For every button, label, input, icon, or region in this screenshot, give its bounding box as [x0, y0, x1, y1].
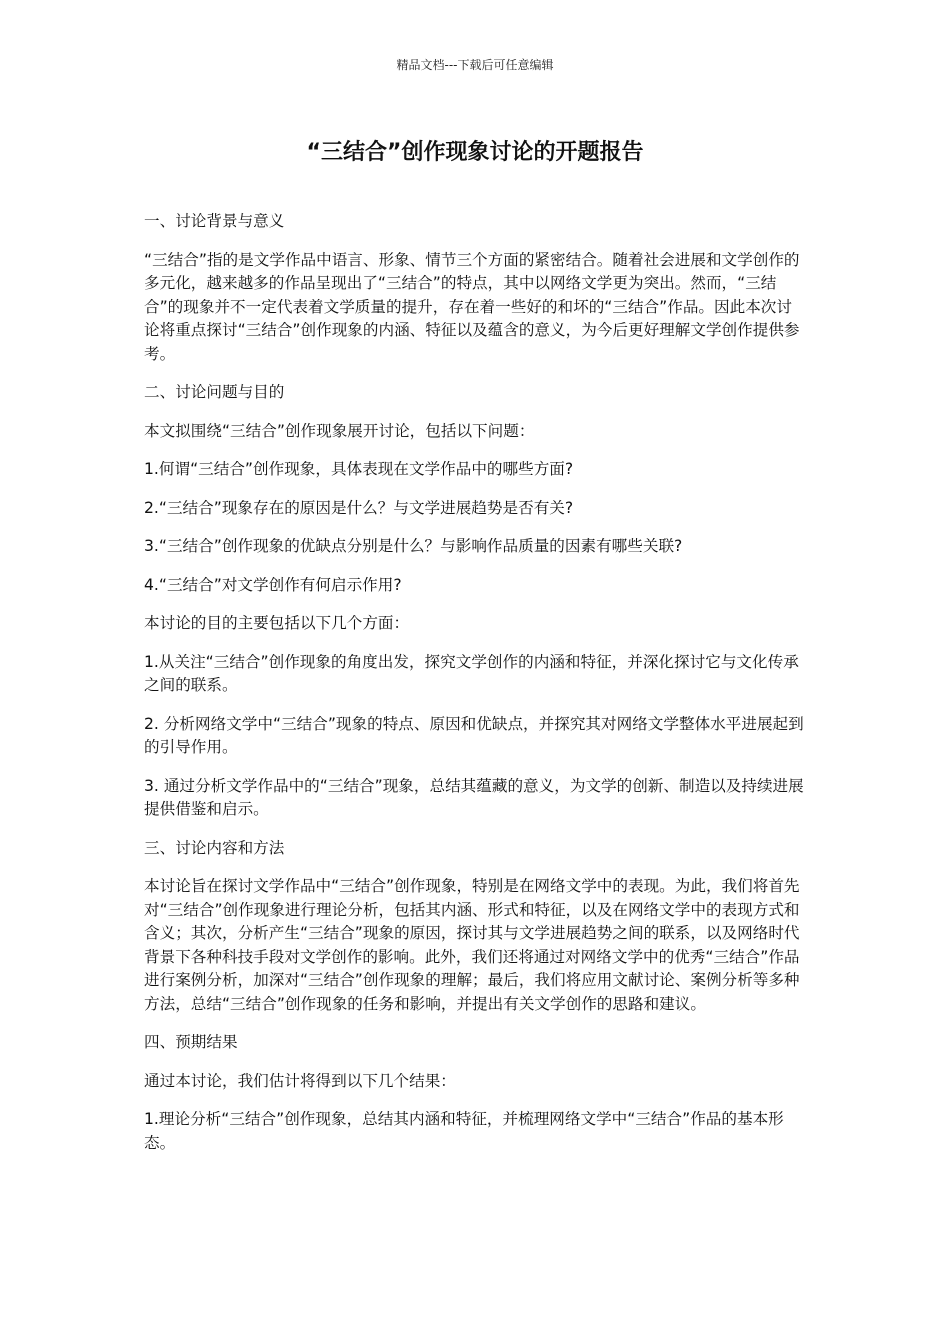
- section-heading-methods: 三、讨论内容和方法: [144, 838, 285, 857]
- document-body: [144, 210, 806, 1170]
- section-heading-results: 四、预期结果: [144, 1033, 238, 1051]
- paragraph-results-intro: 通过本讨论，我们估计将得到以下几个结果：: [144, 1071, 456, 1090]
- goal-item-2: 2. 分析网络文学中“三结合”现象的特点、原因和优缺点，并探究其对网络文学整体水平进展起到的引导作用。: [144, 714, 804, 756]
- header-note: 精品文档---下载后可任意编辑: [396, 58, 554, 72]
- question-item-3: 3.“三结合”创作现象的优缺点分别是什么？与影响作品质量的因素有哪些关联?: [144, 537, 683, 555]
- question-item-1: 1.何谓“三结合”创作现象，具体表现在文学作品中的哪些方面?: [144, 460, 574, 478]
- question-item-4: 4.“三结合”对文学创作有何启示作用?: [144, 575, 402, 594]
- goal-item-3: 3. 通过分析文学作品中的“三结合”现象，总结其蕴藏的意义，为文学的创新、制造以及持续进展提供借鉴和启示。: [144, 776, 804, 818]
- section-heading-questions: 二、讨论问题与目的: [144, 383, 285, 401]
- document-title: “三结合”创作现象讨论的开题报告: [306, 140, 644, 165]
- goal-item-1: 1.从关注“三结合”创作现象的角度出发，探究文学创作的内涵和特征，并深化探讨它与文化传承之间的联系。: [144, 652, 799, 694]
- paragraph-questions-intro: 本文拟围绕“三结合”创作现象展开讨论，包括以下问题：: [144, 421, 535, 440]
- paragraph-methods: 本讨论旨在探讨文学作品中“三结合”创作现象，特别是在网络文学中的表现。为此，我们将首先对“三结合”创作现象进行理论分析，包括其内涵、形式和特征，以及在网络文学中的表现方式和含义；其次，分析产生“三结合”现象的原因，探讨其与文学进展趋势之间的联系，以及网络时代背景下各种科技手段对文学创作的影响。此外，我们还将通过对网络文学中的优秀“三结合”作品进行案例分析，加深对“三结合”创作现象的理解；最后，我们将应用文献讨论、案例分析等多种方法，总结“三结合”创作现象的任务和影响，并提出有关文学创作的思路和建议。: [144, 877, 800, 1013]
- result-item-1: 1.理论分析“三结合”创作现象，总结其内涵和特征，并梳理网络文学中“三结合”作品的基本形态。: [144, 1110, 784, 1152]
- section-heading-background: 一、讨论背景与意义: [144, 212, 285, 230]
- paragraph-background: “三结合”指的是文学作品中语言、形象、情节三个方面的紧密结合。随着社会进展和文学创作的多元化，越来越多的作品呈现出了“三结合”的特点，其中以网络文学更为突出。然而，“三结合”的现象并不一定代表着文学质量的提升，存在着一些好的和坏的“三结合”作品。因此本次讨论将重点探讨“三结合”创作现象的内涵、特征以及蕴含的意义，为今后更好理解文学创作提供参考。: [144, 250, 800, 363]
- question-item-2: 2.“三结合”现象存在的原因是什么？与文学进展趋势是否有关?: [144, 498, 574, 517]
- paragraph-goals-intro: 本讨论的目的主要包括以下几个方面：: [144, 614, 410, 632]
